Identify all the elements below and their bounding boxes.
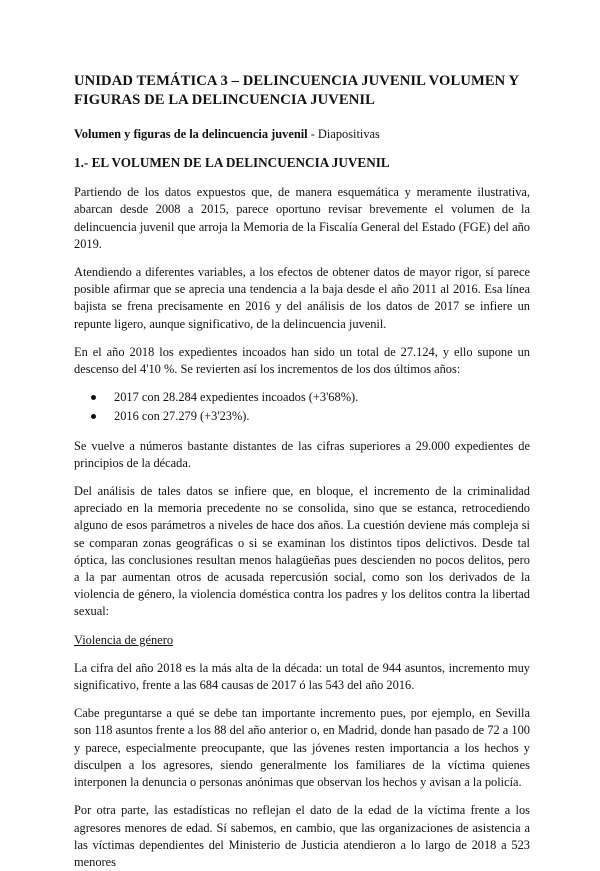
paragraph: La cifra del año 2018 es la más alta de la década: un total de 944 asuntos, incremento muy significativo, frente a las 684 causas de 2017 ó las 543 del año 2016.	[74, 660, 530, 693]
subtitle-rest: - Diapositivas	[307, 127, 380, 141]
paragraph: Partiendo de los datos expuestos que, de manera esquemática y meramente ilustrativa, abarcan desde 2008 a 2015, parece oportuno revisar brevemente el volumen de la delincuencia juvenil que arroja la Memoria de la Fiscalía General del Estado (FGE) del año 2019.	[74, 185, 530, 251]
bullet-icon	[91, 414, 96, 419]
document-title: UNIDAD TEMÁTICA 3 – DELINCUENCIA JUVENIL VOLUMEN Y FIGURAS DE LA DELINCUENCIA JUVENIL	[74, 73, 519, 108]
bullet-icon	[91, 395, 96, 400]
paragraph: Del análisis de tales datos se infiere que, en bloque, el incremento de la criminalidad apreciado en la memoria precedente no se consolida, sino que se estanca, retrocediendo alguno de esos parámetros a niveles de hace dos años. La cuestión deviene más compleja si se comparan zonas geográficas o si se examinan los distintos tipos delictivos. Desde tal óptica, las conclusiones resultan menos halagüeñas pues descienden no pocos delitos, pero a la par aumentan otros de acusada repercusión social, como son los derivados de la violencia de género, la violencia doméstica contra los padres y los delitos contra la libertad sexual:	[74, 484, 530, 619]
list-item	[114, 389, 530, 406]
list-item	[114, 408, 530, 425]
document-subtitle	[74, 126, 530, 143]
section-heading-volumen: 1.- EL VOLUMEN DE LA DELINCUENCIA JUVENIL	[74, 155, 390, 171]
paragraph: Atendiendo a diferentes variables, a los efectos de obtener datos de mayor rigor, sí parece posible afirmar que se aprecia una tendencia a la baja desde el año 2011 al 2016. Esa línea bajista se frena precisamente en 2016 y del análisis de los datos de 2017 se infiere un repunte ligero, aunque significativo, de la delincuencia juvenil.	[74, 265, 530, 331]
paragraph: Cabe preguntarse a qué se debe tan importante incremento pues, por ejemplo, en Sevilla son 118 asuntos frente a los 88 del año anterior o, en Madrid, donde han pasado de 72 a 100 y parece, especialmente preocupante, que las jóvenes resten importancia a los hechos y disculpen a los agresores, siendo generalmente los familiares de la víctima quienes interponen la denuncia o personas anónimas que observan los hechos y avisan a la policía.	[74, 706, 530, 790]
paragraph: Se vuelve a números bastante distantes de las cifras superiores a 29.000 expedientes de principios de la década.	[74, 438, 530, 470]
paragraph: Por otra parte, las estadísticas no reflejan el dato de la edad de la víctima frente a los agresores menores de edad. Sí sabemos, en cambio, que las organizaciones de asistencia a las víctimas dependientes del Ministerio de Justicia atendieron a lo largo de 2018 a 523 menores	[74, 803, 530, 869]
paragraph: En el año 2018 los expedientes incoados han sido un total de 27.124, y ello supone un descenso del 4'10 %. Se revierten así los incrementos de los dos últimos años:	[74, 344, 530, 377]
section-heading-violencia-genero: Violencia de género	[74, 632, 174, 647]
bullet-list	[74, 389, 530, 425]
list-item-text: 2017 con 28.284 expedientes incoados (+3'68%).	[114, 390, 359, 405]
list-item-text: 2016 con 27.279 (+3'23%).	[114, 409, 250, 424]
subtitle-bold: Volumen y figuras de la delincuencia juvenil	[74, 127, 308, 141]
